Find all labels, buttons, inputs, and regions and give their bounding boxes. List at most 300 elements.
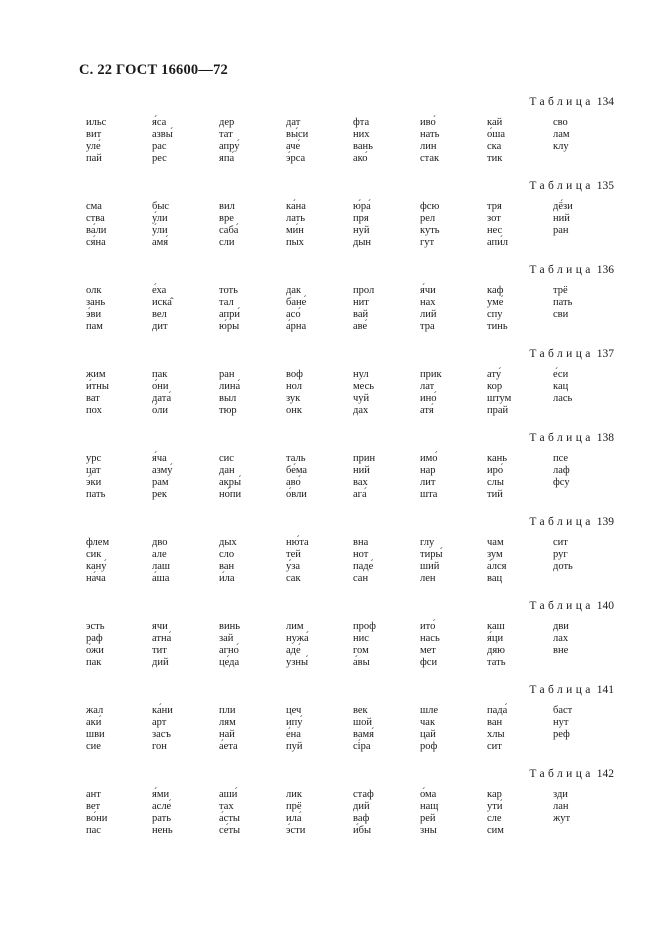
syllable: месь — [353, 381, 375, 392]
word-column — [286, 621, 309, 669]
syllable: иска̂ — [152, 297, 172, 308]
syllable: узны́ — [286, 657, 309, 668]
word-column — [420, 789, 438, 837]
syllable: слы — [487, 477, 504, 488]
syllable: пли — [219, 705, 236, 716]
table-139 — [0, 516, 662, 600]
syllable: пох — [86, 405, 102, 416]
word-column — [420, 705, 438, 753]
word-column — [553, 201, 573, 237]
table-caption-word: Таблица — [529, 600, 594, 612]
syllable: дий — [152, 657, 169, 668]
syllable: е́ха — [152, 285, 167, 296]
syllable: тра — [420, 321, 435, 332]
syllable: нот — [353, 549, 369, 560]
syllable: нась — [420, 633, 440, 644]
syllable: засъ — [152, 729, 171, 740]
syllable: тах — [219, 801, 234, 812]
syllable: ший — [420, 561, 440, 572]
syllable: агно́ — [219, 645, 239, 656]
syllable: о́вли — [286, 489, 307, 500]
table-caption — [529, 432, 614, 444]
syllable: иро́ — [487, 465, 504, 476]
word-column — [487, 369, 511, 417]
word-column — [219, 621, 240, 669]
word-column — [553, 789, 570, 825]
syllable: рать — [152, 813, 172, 824]
syllable: иво́ — [420, 117, 436, 128]
syllable: выл — [219, 393, 237, 404]
table-caption-word: Таблица — [529, 432, 594, 444]
syllable: я́ми — [152, 789, 170, 800]
syllable: нис — [353, 633, 369, 644]
syllable: лий — [420, 309, 437, 320]
syllable: чам — [487, 537, 504, 548]
syllable: я́чи — [420, 285, 436, 296]
syllable: псе — [553, 453, 569, 464]
syllable: ваф — [353, 813, 370, 824]
syllable: це́да — [219, 657, 240, 668]
syllable: ся́на — [86, 237, 106, 248]
word-column — [86, 117, 106, 165]
syllable: э́ки — [86, 477, 102, 488]
syllable: таль — [286, 453, 306, 464]
syllable: нать — [420, 129, 440, 140]
word-column — [487, 285, 508, 333]
syllable: прай — [487, 405, 509, 416]
syllable: ага́ — [353, 489, 367, 500]
syllable: дер — [219, 117, 235, 128]
word-column — [553, 705, 572, 741]
syllable: зот — [487, 213, 501, 224]
syllable: уме́ — [487, 297, 504, 308]
syllable: я́са — [152, 117, 167, 128]
syllable: кай — [487, 117, 503, 128]
syllable: вай — [353, 309, 369, 320]
syllable: рек — [152, 489, 168, 500]
word-column — [353, 369, 374, 417]
syllable: о́ма — [420, 789, 437, 800]
table-number: 139 — [596, 516, 614, 528]
syllable: рей — [420, 813, 436, 824]
syllable: тит — [152, 645, 167, 656]
syllable: ю́ра́ — [353, 201, 371, 212]
syllable: тинь — [487, 321, 508, 332]
syllable: гом — [353, 645, 369, 656]
table-caption — [529, 684, 614, 696]
syllable: аво́ — [286, 477, 301, 488]
syllable: сво — [553, 117, 568, 128]
syllable: дах — [353, 405, 369, 416]
syllable: сак — [286, 573, 301, 584]
syllable: имо́ — [420, 453, 438, 464]
syllable: апру́ — [219, 141, 240, 152]
table-134 — [0, 96, 662, 180]
word-column — [420, 285, 436, 333]
syllable: лах — [553, 633, 569, 644]
syllable: вань — [353, 141, 373, 152]
syllable: ильс — [86, 117, 107, 128]
syllable: тиры́ — [420, 549, 443, 560]
syllable: зны — [420, 825, 437, 836]
word-column — [86, 621, 105, 669]
syllable: лик — [286, 789, 302, 800]
syllable: тать — [487, 657, 506, 668]
syllable: вац — [487, 573, 503, 584]
syllable: аде́ — [286, 645, 301, 656]
syllable: азвы́ — [152, 129, 173, 140]
syllable: зди — [553, 789, 568, 800]
syllable: а́сты — [219, 813, 240, 824]
table-caption-word: Таблица — [529, 180, 594, 192]
syllable: прин — [353, 453, 376, 464]
table-caption-word: Таблица — [529, 348, 594, 360]
syllable: арт — [152, 717, 167, 728]
syllable: но́пи — [219, 489, 242, 500]
syllable: гон — [152, 741, 167, 752]
syllable: мет — [420, 645, 436, 656]
syllable: нул — [353, 369, 369, 380]
table-number: 140 — [596, 600, 614, 612]
word-column — [420, 201, 440, 249]
word-column — [553, 453, 570, 489]
word-column — [86, 789, 107, 837]
word-column — [152, 453, 173, 501]
syllable: а́рна — [286, 321, 307, 332]
syllable: атна́ — [152, 633, 172, 644]
word-column — [152, 369, 171, 417]
word-column — [152, 285, 172, 333]
syllable: дата́ — [152, 393, 172, 404]
table-number: 141 — [596, 684, 614, 696]
syllable: дых — [219, 537, 237, 548]
syllable: дат — [286, 117, 301, 128]
syllable: сма — [86, 201, 102, 212]
syllable: пай — [86, 153, 102, 164]
syllable: вамя́ — [353, 729, 374, 740]
syllable: амя́ — [152, 237, 169, 248]
table-caption-word: Таблица — [529, 768, 594, 780]
syllable: аки́ — [86, 717, 102, 728]
word-column — [86, 285, 105, 333]
word-column — [487, 705, 507, 753]
syllable: сим — [487, 825, 504, 836]
syllable: зум — [487, 549, 503, 560]
syllable: нужа́ — [286, 633, 309, 644]
syllable: дак — [286, 285, 302, 296]
syllable: а́ша — [152, 573, 170, 584]
syllable: лать — [286, 213, 306, 224]
word-column — [420, 369, 442, 417]
syllable: сие — [86, 741, 101, 752]
table-caption — [529, 516, 614, 528]
syllable: вы́си — [286, 129, 309, 140]
syllable: чак — [420, 717, 436, 728]
word-column — [353, 621, 376, 669]
syllable: шле — [420, 705, 438, 716]
syllable: ка́ни — [152, 705, 173, 716]
syllable: вел — [152, 309, 167, 320]
word-column — [86, 537, 109, 585]
syllable: япа́ — [219, 153, 235, 164]
word-column — [286, 705, 303, 753]
syllable: нуй — [353, 225, 370, 236]
syllable: фсу — [553, 477, 570, 488]
word-column — [219, 201, 238, 249]
table-number: 138 — [596, 432, 614, 444]
word-column — [219, 285, 240, 333]
table-caption — [529, 768, 614, 780]
syllable: дё́зи — [553, 201, 573, 212]
syllable: я́ча — [152, 453, 167, 464]
word-column — [353, 789, 374, 837]
syllable: пуй — [286, 741, 303, 752]
syllable: сик — [86, 549, 102, 560]
syllable: бане́ — [286, 297, 307, 308]
syllable: рам — [152, 477, 169, 488]
syllable: кор — [487, 381, 503, 392]
syllable: флем — [86, 537, 110, 548]
word-column — [286, 537, 309, 585]
word-column — [152, 201, 169, 249]
word-column — [219, 369, 240, 417]
syllable: тей — [286, 549, 301, 560]
syllable: ван — [219, 561, 235, 572]
syllable: рес — [152, 153, 167, 164]
syllable: нар — [420, 465, 436, 476]
word-column — [286, 201, 306, 249]
syllable: а́лся — [487, 561, 507, 572]
table-caption — [529, 96, 614, 108]
syllable: кану́ — [86, 561, 107, 572]
syllable: чуй — [353, 393, 370, 404]
syllable: ний — [553, 213, 570, 224]
word-column — [152, 117, 173, 165]
syllable: дит — [152, 321, 168, 332]
syllable: асо́ — [286, 309, 301, 320]
syllable: каш — [487, 621, 505, 632]
syllable: э́рса — [286, 153, 306, 164]
syllable: каф — [487, 285, 504, 296]
word-column — [353, 537, 373, 585]
syllable: ний — [353, 465, 370, 476]
syllable: сло — [219, 549, 235, 560]
syllable: сли — [219, 237, 235, 248]
syllable: сле — [487, 813, 502, 824]
word-column — [420, 537, 443, 585]
syllable: вне — [553, 645, 569, 656]
syllable: вет — [86, 801, 101, 812]
syllable: прол — [353, 285, 375, 296]
syllable: лат — [420, 381, 435, 392]
syllable: саба́ — [219, 225, 239, 236]
syllable: кар — [487, 789, 502, 800]
syllable: але — [152, 549, 167, 560]
table-caption — [529, 600, 614, 612]
syllable: сит — [553, 537, 568, 548]
syllable: аче́ — [286, 141, 301, 152]
syllable: лина́ — [219, 381, 241, 392]
word-column — [353, 201, 371, 249]
syllable: век — [353, 705, 368, 716]
syllable: гут — [420, 237, 435, 248]
syllable: лаф — [553, 465, 570, 476]
word-column — [286, 369, 303, 417]
table-caption-word: Таблица — [529, 684, 594, 696]
syllable: вна — [353, 537, 369, 548]
syllable: штум — [487, 393, 512, 404]
syllable: куть — [420, 225, 440, 236]
syllable: лям — [219, 717, 236, 728]
syllable: зай — [219, 633, 234, 644]
syllable: ути́ — [487, 801, 503, 812]
syllable: а́ета — [219, 741, 238, 752]
syllable: доть — [553, 561, 573, 572]
syllable: шви — [86, 729, 105, 740]
syllable: спу — [487, 309, 503, 320]
syllable: нол — [286, 381, 302, 392]
table-caption-word: Таблица — [529, 96, 594, 108]
word-column — [219, 789, 240, 837]
syllable: баст — [553, 705, 573, 716]
syllable: во́ни — [86, 813, 108, 824]
table-caption — [529, 348, 614, 360]
syllable: жал — [86, 705, 104, 716]
word-column — [152, 621, 171, 669]
page-header: С. 22 ГОСТ 16600—72 — [79, 62, 228, 78]
syllable: дви — [553, 621, 569, 632]
syllable: вре — [219, 213, 234, 224]
syllable: зук — [286, 393, 301, 404]
syllable: о́ни — [152, 381, 169, 392]
syllable: пых — [286, 237, 304, 248]
syllable: паде́ — [353, 561, 374, 572]
syllable: у́за — [286, 561, 301, 572]
syllable: азму́ — [152, 465, 173, 476]
syllable: лит — [420, 477, 436, 488]
syllable: жим — [86, 369, 106, 380]
syllable: онк — [286, 405, 302, 416]
word-column — [219, 537, 237, 585]
syllable: ила́ — [286, 813, 302, 824]
word-column — [553, 537, 573, 573]
syllable: кань — [487, 453, 508, 464]
syllable: се́ты — [219, 825, 241, 836]
word-column — [420, 621, 440, 669]
syllable: ино́ — [420, 393, 437, 404]
syllable: е́на — [286, 729, 301, 740]
syllable: нут — [553, 717, 569, 728]
syllable: тюр — [219, 405, 237, 416]
table-caption-word: Таблица — [529, 264, 594, 276]
word-column — [487, 621, 505, 669]
word-column — [219, 117, 240, 165]
syllable: я́ци — [487, 633, 504, 644]
syllable: ран — [219, 369, 235, 380]
syllable: ван — [487, 717, 503, 728]
word-column — [353, 453, 375, 501]
syllable: сі́ра — [353, 741, 371, 752]
table-caption — [529, 264, 614, 276]
word-column — [553, 285, 572, 321]
syllable: рел — [420, 213, 436, 224]
syllable: тат — [219, 129, 233, 140]
syllable: цат — [86, 465, 101, 476]
syllable: ню́та — [286, 537, 309, 548]
syllable: бе́ма — [286, 465, 308, 476]
syllable: дий — [353, 801, 370, 812]
syllable: аве́ — [353, 321, 368, 332]
syllable: дын — [353, 237, 372, 248]
syllable: ва́ли — [86, 225, 107, 236]
syllable: у́ли — [152, 213, 168, 224]
syllable: о́жи — [86, 645, 104, 656]
table-141 — [0, 684, 662, 768]
syllable: и́бы — [353, 825, 372, 836]
syllable: винь — [219, 621, 240, 632]
word-column — [86, 705, 105, 753]
syllable: ю́ры — [219, 321, 240, 332]
syllable: ства — [86, 213, 105, 224]
syllable: ват — [86, 393, 100, 404]
syllable: урс — [86, 453, 102, 464]
syllable: вил — [219, 201, 235, 212]
table-137 — [0, 348, 662, 432]
syllable: кац — [553, 381, 569, 392]
syllable: лим — [286, 621, 304, 632]
syllable: фсю — [420, 201, 440, 212]
word-column — [420, 117, 439, 165]
syllable: фси — [420, 657, 438, 668]
table-number: 142 — [596, 768, 614, 780]
table-number: 137 — [596, 348, 614, 360]
syllable: сви — [553, 309, 569, 320]
word-column — [86, 453, 105, 501]
syllable: вах — [353, 477, 368, 488]
syllable: нащ — [420, 801, 439, 812]
syllable: пря — [353, 213, 369, 224]
syllable: ито́ — [420, 621, 436, 632]
syllable: и́тны — [86, 381, 109, 392]
syllable: а́вы — [353, 657, 370, 668]
word-column — [286, 789, 305, 837]
syllable: тал — [219, 297, 234, 308]
syllable: апри́ — [219, 309, 241, 320]
syllable: уле́ — [86, 141, 101, 152]
word-column — [487, 789, 504, 837]
syllable: пак — [152, 369, 168, 380]
syllable: вит — [86, 129, 102, 140]
table-caption-word: Таблица — [529, 516, 594, 528]
syllable: лен — [420, 573, 436, 584]
syllable: цай — [420, 729, 436, 740]
word-column — [219, 705, 238, 753]
word-column — [353, 285, 374, 333]
syllable: сан — [353, 573, 369, 584]
table-140 — [0, 600, 662, 684]
word-column — [353, 117, 373, 165]
table-142 — [0, 768, 662, 852]
syllable: най — [219, 729, 235, 740]
syllable: атя́ — [420, 405, 434, 416]
syllable: аши́ — [219, 789, 238, 800]
table-138 — [0, 432, 662, 516]
syllable: цеч — [286, 705, 302, 716]
word-column — [152, 537, 170, 585]
table-135 — [0, 180, 662, 264]
syllable: тик — [487, 153, 503, 164]
syllable: роф — [420, 741, 438, 752]
